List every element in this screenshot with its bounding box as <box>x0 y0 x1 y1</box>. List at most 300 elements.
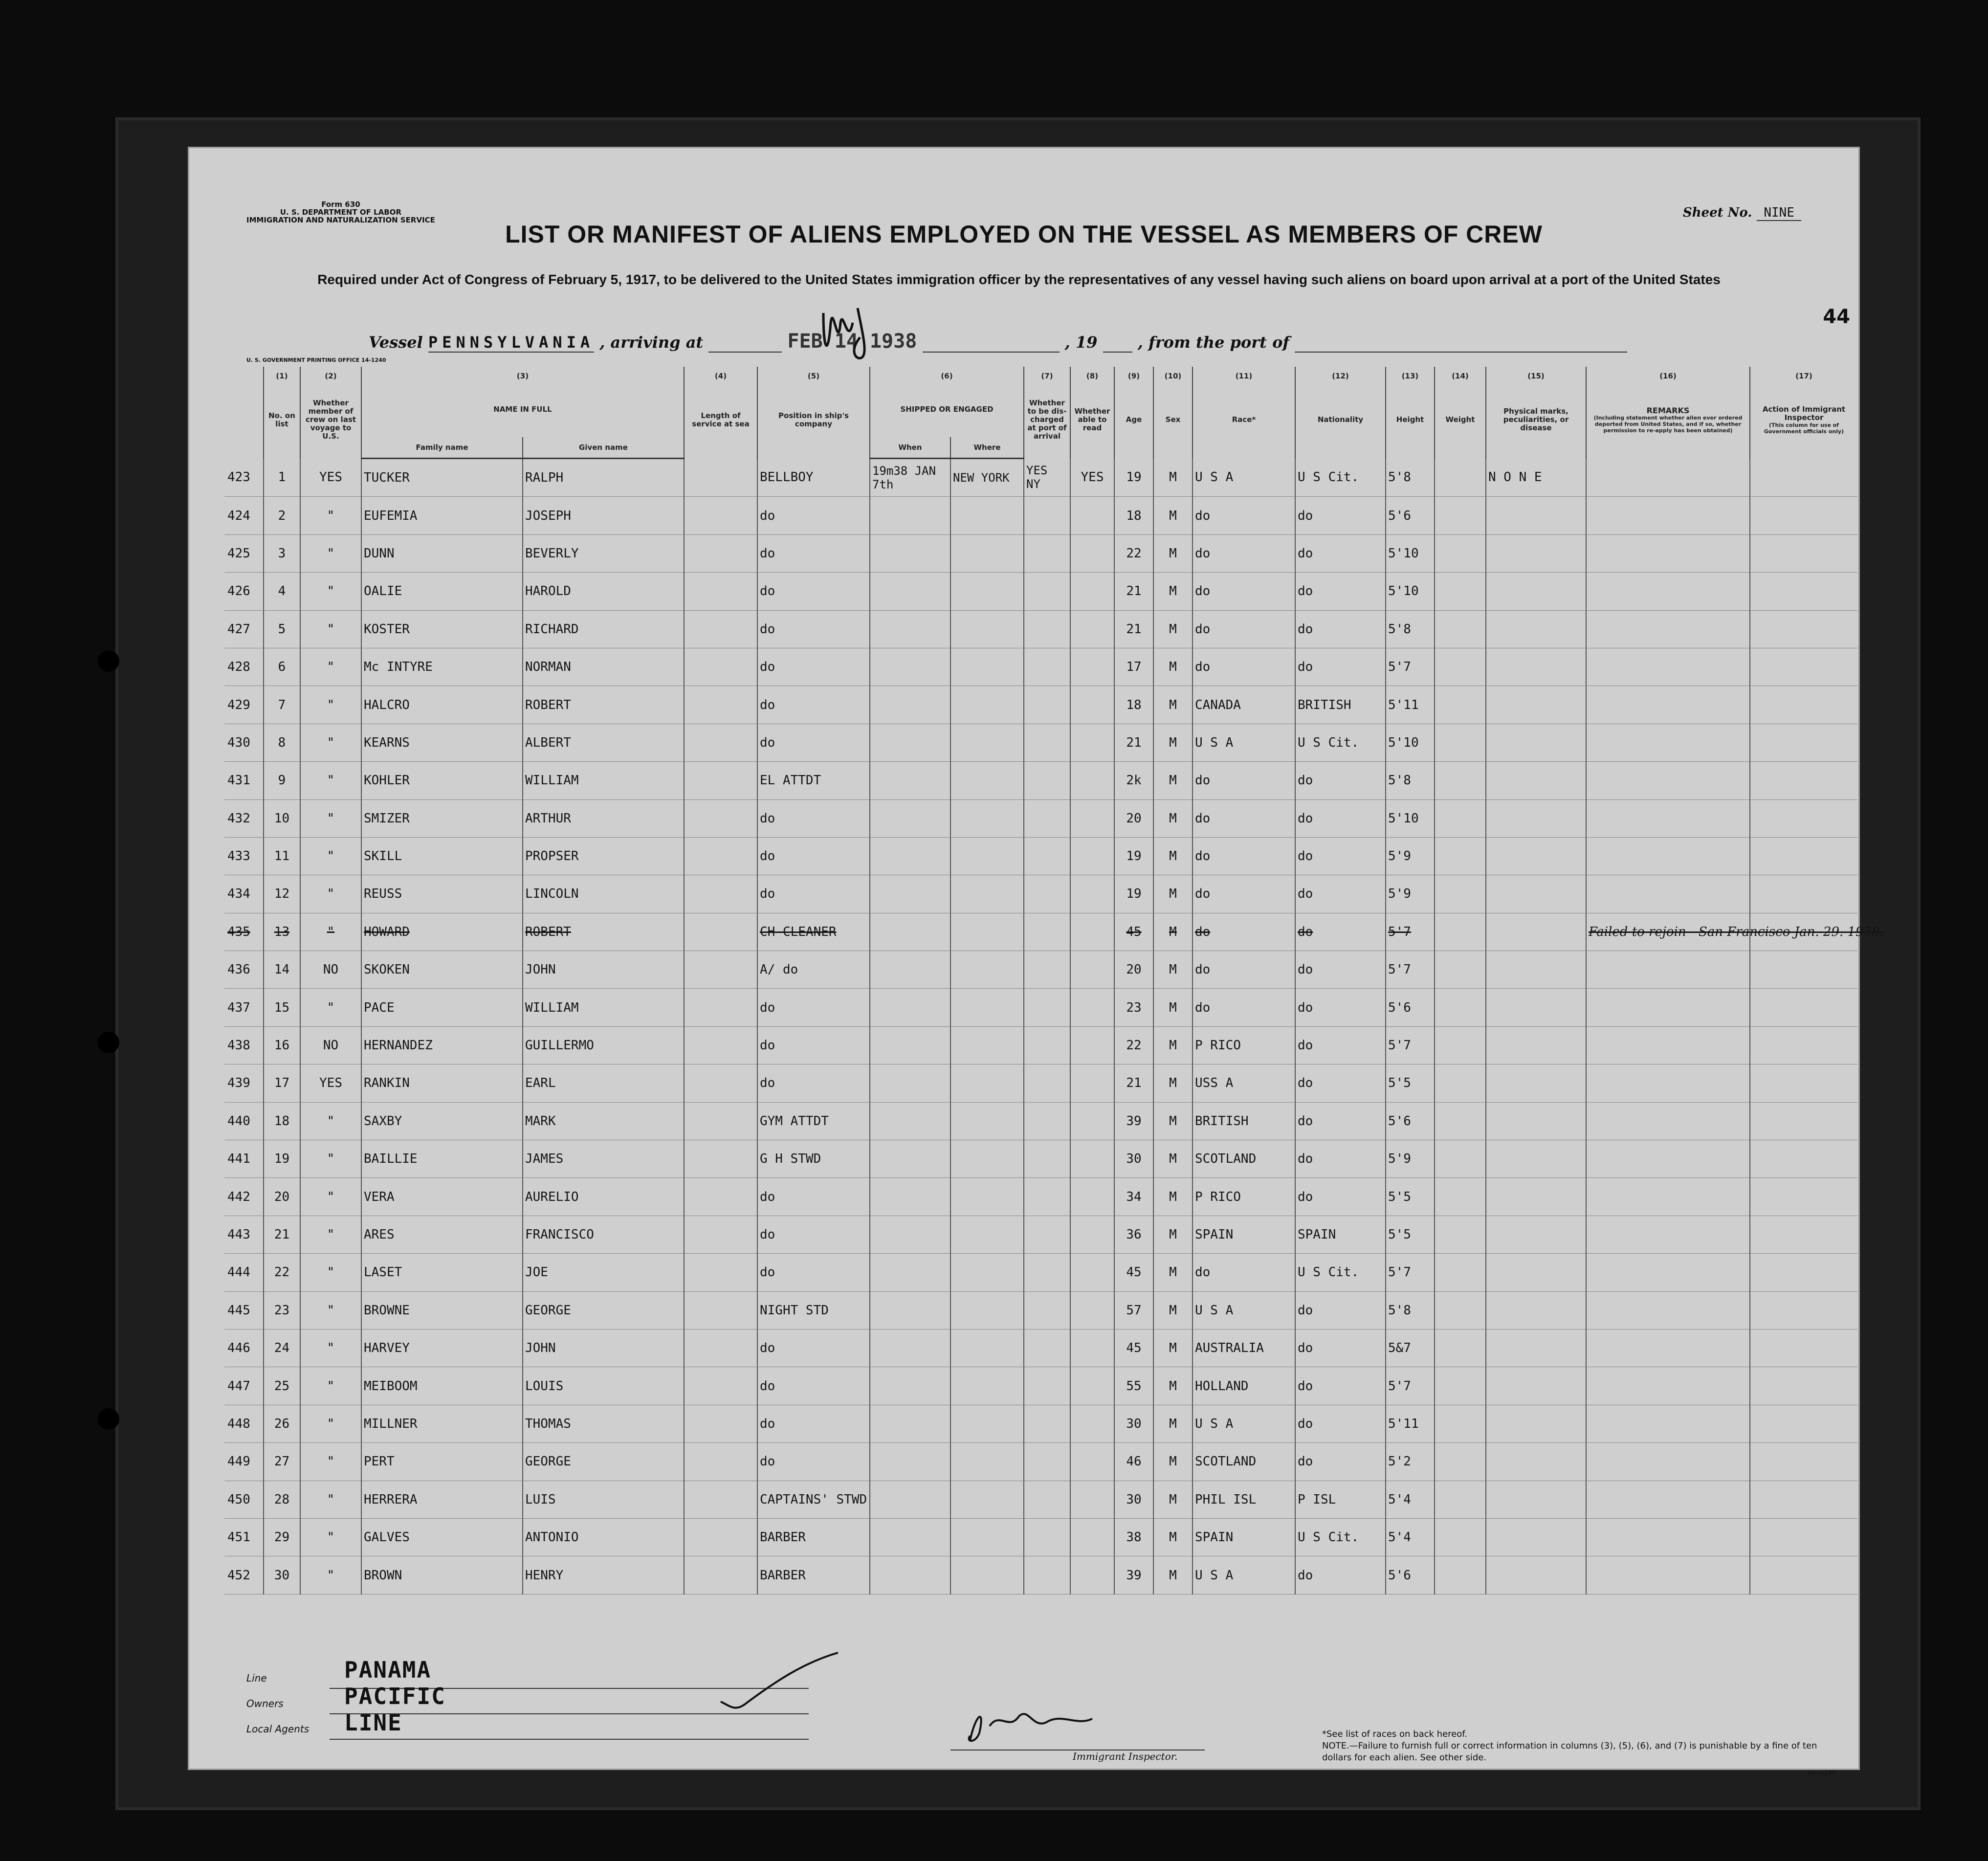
family-name-cell: BAILLIE <box>361 1140 523 1178</box>
physical-marks-cell <box>1486 497 1586 534</box>
shipped-when-cell <box>870 989 950 1026</box>
previous-voyage-cell: " <box>300 1443 361 1481</box>
remarks-title: REMARKS <box>1646 405 1690 415</box>
height-cell: 5'11 <box>1386 686 1435 724</box>
col-num: (11) <box>1193 367 1295 381</box>
line-number-cell: 438 <box>227 1038 250 1053</box>
sex-cell: M <box>1153 837 1193 875</box>
table-row <box>224 837 1857 875</box>
previous-voyage-cell: " <box>300 1481 361 1518</box>
discharged-cell <box>1024 1556 1070 1594</box>
age-cell: 2k <box>1114 762 1153 799</box>
inspector-signature <box>950 1697 1205 1746</box>
col-length-service: Length of service at sea <box>684 381 757 459</box>
sex-cell: M <box>1153 1481 1193 1518</box>
col-able-read: Whether able to read <box>1070 381 1114 459</box>
list-number-cell: 17 <box>264 1064 300 1102</box>
col-where: Where <box>950 437 1024 459</box>
sex-cell: M <box>1153 497 1193 534</box>
height-cell: 5'7 <box>1386 951 1435 989</box>
previous-voyage-cell: " <box>300 1329 361 1367</box>
height-cell: 5'5 <box>1386 1178 1435 1216</box>
given-name-cell: AURELIO <box>523 1178 684 1216</box>
sex-cell: M <box>1153 1329 1193 1367</box>
line-number-cell: 432 <box>227 811 250 826</box>
col-num: (12) <box>1295 367 1386 381</box>
table-row <box>224 724 1857 761</box>
shipped-where-cell <box>950 913 1024 951</box>
remarks-cell <box>1586 1064 1750 1102</box>
age-cell: 55 <box>1114 1367 1153 1405</box>
position-cell: GYM ATTDT <box>757 1102 870 1140</box>
length-service-cell <box>684 497 757 534</box>
weight-cell <box>1435 989 1486 1026</box>
line-number-cell: 427 <box>227 621 250 637</box>
height-cell: 5'11 <box>1386 1405 1435 1442</box>
page-mark: 44 <box>1823 306 1850 328</box>
check-mark <box>716 1648 843 1721</box>
age-cell: 45 <box>1114 1254 1153 1291</box>
action-cell <box>1750 762 1857 799</box>
position-cell: EL ATTDT <box>757 762 870 799</box>
physical-marks-cell <box>1486 534 1586 572</box>
sex-cell: M <box>1153 573 1193 610</box>
discharged-cell <box>1024 1367 1070 1405</box>
position-cell: do <box>757 799 870 837</box>
able-read-cell <box>1070 1518 1114 1556</box>
col-num: (8) <box>1070 367 1114 381</box>
given-name-cell: THOMAS <box>523 1405 684 1442</box>
family-name-cell: PACE <box>361 989 523 1026</box>
col-height: Height <box>1386 381 1435 459</box>
inspector-caption: Immigrant Inspector. <box>1073 1750 1178 1762</box>
given-name-cell: HAROLD <box>523 573 684 610</box>
line-number-cell: 450 <box>227 1492 250 1507</box>
discharged-cell <box>1024 724 1070 761</box>
family-name-cell: BROWN <box>361 1556 523 1594</box>
physical-marks-cell <box>1486 1102 1586 1140</box>
action-cell <box>1750 724 1857 761</box>
discharged-cell <box>1024 686 1070 724</box>
given-name-cell: ROBERT <box>523 686 684 724</box>
height-cell: 5'8 <box>1386 1291 1435 1329</box>
form-number: Form 630 <box>321 200 360 209</box>
physical-marks-cell <box>1486 762 1586 799</box>
action-cell <box>1750 686 1857 724</box>
action-cell <box>1750 497 1857 534</box>
table-row <box>224 1556 1857 1594</box>
position-cell: BARBER <box>757 1518 870 1556</box>
action-cell <box>1750 799 1857 837</box>
race-cell: do <box>1193 610 1295 648</box>
race-cell: SCOTLAND <box>1193 1443 1295 1481</box>
physical-marks-cell <box>1486 799 1586 837</box>
able-read-cell <box>1070 1102 1114 1140</box>
owners-field <box>246 1698 309 1723</box>
length-service-cell <box>684 799 757 837</box>
age-cell: 36 <box>1114 1216 1153 1253</box>
previous-voyage-cell: " <box>300 1140 361 1178</box>
length-service-cell <box>684 837 757 875</box>
family-name-cell: KOHLER <box>361 762 523 799</box>
race-cell: do <box>1193 497 1295 534</box>
punch-hole <box>98 1032 119 1053</box>
family-name-cell: BROWNE <box>361 1291 523 1329</box>
height-cell: 5'8 <box>1386 762 1435 799</box>
nationality-cell: do <box>1295 951 1386 989</box>
age-cell: 21 <box>1114 610 1153 648</box>
race-cell: SPAIN <box>1193 1216 1295 1253</box>
col-num: (5) <box>757 367 870 381</box>
race-cell: AUSTRALIA <box>1193 1329 1295 1367</box>
position-cell: do <box>757 573 870 610</box>
weight-cell <box>1435 762 1486 799</box>
shipped-where-cell <box>950 1405 1024 1442</box>
physical-marks-cell <box>1486 1556 1586 1594</box>
weight-cell <box>1435 459 1486 497</box>
shipped-when-cell <box>870 1367 950 1405</box>
given-name-cell: PROPSER <box>523 837 684 875</box>
length-service-cell <box>684 1481 757 1518</box>
shipped-when-cell <box>870 1405 950 1442</box>
given-name-cell: MARK <box>523 1102 684 1140</box>
remarks-cell <box>1586 1254 1750 1291</box>
shipped-when-cell <box>870 1178 950 1216</box>
action-cell <box>1750 837 1857 875</box>
line-number-cell: 435 <box>227 924 250 939</box>
race-cell: do <box>1193 648 1295 686</box>
length-service-cell <box>684 1367 757 1405</box>
position-cell: G H STWD <box>757 1140 870 1178</box>
line-number-cell: 424 <box>227 508 250 523</box>
previous-voyage-cell: " <box>300 913 361 951</box>
height-cell: 5'2 <box>1386 1443 1435 1481</box>
list-number-cell: 8 <box>264 724 300 761</box>
weight-cell <box>1435 1443 1486 1481</box>
previous-voyage-cell: " <box>300 1291 361 1329</box>
weight-cell <box>1435 1291 1486 1329</box>
able-read-cell <box>1070 610 1114 648</box>
previous-voyage-cell: " <box>300 1102 361 1140</box>
arriving-label: , arriving at <box>599 333 704 352</box>
remarks-cell <box>1586 724 1750 761</box>
height-cell: 5'6 <box>1386 1556 1435 1594</box>
race-cell: do <box>1193 1254 1295 1291</box>
list-number-cell: 4 <box>264 573 300 610</box>
previous-voyage-cell: YES <box>300 1064 361 1102</box>
position-cell: do <box>757 497 870 534</box>
discharged-cell <box>1024 610 1070 648</box>
given-name-cell: LUIS <box>523 1481 684 1518</box>
family-name-cell: DUNN <box>361 534 523 572</box>
col-num: (14) <box>1435 367 1486 381</box>
previous-voyage-cell: " <box>300 610 361 648</box>
remarks-cell <box>1586 497 1750 534</box>
length-service-cell <box>684 1556 757 1594</box>
height-cell: 5'7 <box>1386 648 1435 686</box>
position-cell: A/ do <box>757 951 870 989</box>
line-number-cell: 429 <box>227 697 250 712</box>
line-number-cell: 445 <box>227 1303 250 1318</box>
age-cell: 39 <box>1114 1102 1153 1140</box>
weight-cell <box>1435 610 1486 648</box>
height-cell: 5'9 <box>1386 875 1435 913</box>
col-shipped-engaged: SHIPPED OR ENGAGED <box>870 381 1024 437</box>
shipped-where-cell <box>950 1026 1024 1064</box>
discharged-cell <box>1024 875 1070 913</box>
action-title: Action of Immigrant Inspector <box>1762 404 1846 422</box>
action-cell <box>1750 1518 1857 1556</box>
action-cell <box>1750 1405 1857 1442</box>
remarks-cell: Failed to rejoin - San Francisco Jan. 29. 1938. <box>1586 913 1750 951</box>
previous-voyage-cell: " <box>300 762 361 799</box>
height-cell: 5'6 <box>1386 989 1435 1026</box>
remarks-cell <box>1586 1026 1750 1064</box>
list-number-cell: 18 <box>264 1102 300 1140</box>
col-race: Race* <box>1193 381 1295 459</box>
col-num: (13) <box>1386 367 1435 381</box>
weight-cell <box>1435 1178 1486 1216</box>
able-read-cell <box>1070 1367 1114 1405</box>
discharged-cell <box>1024 534 1070 572</box>
age-cell: 21 <box>1114 1064 1153 1102</box>
shipped-when-cell <box>870 837 950 875</box>
physical-marks-cell <box>1486 724 1586 761</box>
remarks-cell <box>1586 762 1750 799</box>
race-cell: do <box>1193 762 1295 799</box>
family-name-cell: MILLNER <box>361 1405 523 1442</box>
given-name-cell: JOSEPH <box>523 497 684 534</box>
service-name: IMMIGRATION AND NATURALIZATION SERVICE <box>246 216 435 224</box>
physical-marks-cell <box>1486 1216 1586 1253</box>
age-cell: 18 <box>1114 686 1153 724</box>
discharged-cell <box>1024 1140 1070 1178</box>
col-action <box>1750 381 1857 459</box>
sex-cell: M <box>1153 1064 1193 1102</box>
action-cell <box>1750 951 1857 989</box>
given-name-cell: ALBERT <box>523 724 684 761</box>
race-cell: SPAIN <box>1193 1518 1295 1556</box>
race-cell: P RICO <box>1193 1026 1295 1064</box>
physical-marks-cell <box>1486 1178 1586 1216</box>
length-service-cell <box>684 1178 757 1216</box>
action-cell <box>1750 610 1857 648</box>
able-read-cell <box>1070 951 1114 989</box>
list-number-cell: 25 <box>264 1367 300 1405</box>
physical-marks-cell <box>1486 573 1586 610</box>
list-number-cell: 30 <box>264 1556 300 1594</box>
list-number-cell: 19 <box>264 1140 300 1178</box>
nationality-cell: do <box>1295 762 1386 799</box>
table-row <box>224 762 1857 799</box>
remarks-cell <box>1586 799 1750 837</box>
weight-cell <box>1435 1140 1486 1178</box>
discharged-cell <box>1024 1102 1070 1140</box>
sex-cell: M <box>1153 951 1193 989</box>
physical-marks-cell <box>1486 913 1586 951</box>
able-read-cell <box>1070 762 1114 799</box>
shipped-where-cell <box>950 1254 1024 1291</box>
family-name-cell: SKOKEN <box>361 951 523 989</box>
shipped-where-cell <box>950 1443 1024 1481</box>
position-cell: do <box>757 1064 870 1102</box>
list-number-cell: 23 <box>264 1291 300 1329</box>
table-row <box>224 989 1857 1026</box>
weight-cell <box>1435 875 1486 913</box>
sex-cell: M <box>1153 1405 1193 1442</box>
shipped-where-cell <box>950 1556 1024 1594</box>
shipped-where-cell <box>950 1216 1024 1253</box>
race-cell: U S A <box>1193 1405 1295 1442</box>
length-service-cell <box>684 1026 757 1064</box>
action-cell <box>1750 1329 1857 1367</box>
height-cell: 5'8 <box>1386 610 1435 648</box>
shipped-where-cell: NEW YORK <box>950 459 1024 497</box>
age-cell: 34 <box>1114 1178 1153 1216</box>
shipped-where-cell <box>950 573 1024 610</box>
list-number-cell: 13 <box>264 913 300 951</box>
family-name-cell: SAXBY <box>361 1102 523 1140</box>
nationality-cell: do <box>1295 610 1386 648</box>
given-name-cell: WILLIAM <box>523 762 684 799</box>
list-number-cell: 9 <box>264 762 300 799</box>
nationality-cell: do <box>1295 837 1386 875</box>
race-cell: do <box>1193 534 1295 572</box>
shipped-when-cell <box>870 1216 950 1253</box>
given-name-cell: GEORGE <box>523 1443 684 1481</box>
weight-cell <box>1435 497 1486 534</box>
discharged-cell <box>1024 762 1070 799</box>
given-name-cell: GEORGE <box>523 1291 684 1329</box>
able-read-cell <box>1070 1291 1114 1329</box>
position-cell: do <box>757 1405 870 1442</box>
previous-voyage-cell: " <box>300 1178 361 1216</box>
vessel-name: PENNSYLVANIA <box>428 333 595 352</box>
race-cell: do <box>1193 573 1295 610</box>
nationality-cell: do <box>1295 648 1386 686</box>
table-row <box>224 648 1857 686</box>
remarks-cell <box>1586 648 1750 686</box>
shipped-where-cell <box>950 1329 1024 1367</box>
sex-cell: M <box>1153 1254 1193 1291</box>
age-cell: 30 <box>1114 1481 1153 1518</box>
age-cell: 46 <box>1114 1443 1153 1481</box>
shipped-where-cell <box>950 1518 1024 1556</box>
arriving-blank <box>708 352 782 353</box>
physical-marks-cell <box>1486 837 1586 875</box>
action-cell <box>1750 459 1857 497</box>
previous-voyage-cell: " <box>300 1518 361 1556</box>
length-service-cell <box>684 762 757 799</box>
length-service-cell <box>684 951 757 989</box>
family-name-cell: HERRERA <box>361 1481 523 1518</box>
given-name-cell: JOHN <box>523 1329 684 1367</box>
shipped-where-cell <box>950 1178 1024 1216</box>
shipped-when-cell <box>870 762 950 799</box>
given-name-cell: BEVERLY <box>523 534 684 572</box>
nationality-cell: do <box>1295 1026 1386 1064</box>
sex-cell: M <box>1153 1291 1193 1329</box>
given-name-cell: NORMAN <box>523 648 684 686</box>
nationality-cell: P ISL <box>1295 1481 1386 1518</box>
race-cell: BRITISH <box>1193 1102 1295 1140</box>
nationality-cell: do <box>1295 875 1386 913</box>
line-number-cell: 437 <box>227 1000 250 1015</box>
length-service-cell <box>684 1140 757 1178</box>
family-name-cell: HOWARD <box>361 913 523 951</box>
race-cell: P RICO <box>1193 1178 1295 1216</box>
line-number-cell: 425 <box>227 546 250 561</box>
col-num: (10) <box>1153 367 1193 381</box>
race-cell: do <box>1193 837 1295 875</box>
shipped-where-cell <box>950 875 1024 913</box>
table-row <box>224 1140 1857 1178</box>
physical-marks-cell <box>1486 1481 1586 1518</box>
table-row <box>224 497 1857 534</box>
shipped-when-cell <box>870 534 950 572</box>
discharged-cell <box>1024 1405 1070 1442</box>
crew-manifest-table <box>224 367 1884 1595</box>
age-cell: 22 <box>1114 1026 1153 1064</box>
sheet-number-label: Sheet No. <box>1682 205 1752 220</box>
height-cell: 5'9 <box>1386 1140 1435 1178</box>
height-cell: 5'7 <box>1386 1026 1435 1064</box>
age-cell: 17 <box>1114 648 1153 686</box>
family-name-cell: VERA <box>361 1178 523 1216</box>
age-cell: 45 <box>1114 913 1153 951</box>
remarks-cell <box>1586 573 1750 610</box>
weight-cell <box>1435 799 1486 837</box>
remarks-cell <box>1586 1178 1750 1216</box>
col-family-name: Family name <box>361 437 523 459</box>
position-cell: do <box>757 648 870 686</box>
list-number-cell: 2 <box>264 497 300 534</box>
sex-cell: M <box>1153 1367 1193 1405</box>
family-name-cell: GALVES <box>361 1518 523 1556</box>
action-cell <box>1750 1443 1857 1481</box>
shipped-when-cell <box>870 1026 950 1064</box>
shipped-where-cell <box>950 799 1024 837</box>
action-cell <box>1750 1481 1857 1518</box>
list-number-cell: 14 <box>264 951 300 989</box>
action-cell <box>1750 1064 1857 1102</box>
weight-cell <box>1435 1102 1486 1140</box>
col-no-on-list: No. on list <box>264 381 300 459</box>
given-name-cell: JOHN <box>523 951 684 989</box>
remarks-cell <box>1586 686 1750 724</box>
able-read-cell <box>1070 1329 1114 1367</box>
remarks-subtitle: (Including statement whether alien ever ordered deported from United States, and if so, whether permission to re-apply has been obtained) <box>1593 414 1743 434</box>
line-number-cell: 440 <box>227 1113 250 1129</box>
physical-marks-cell <box>1486 875 1586 913</box>
weight-cell <box>1435 724 1486 761</box>
position-cell: do <box>757 724 870 761</box>
previous-voyage-cell: " <box>300 1405 361 1442</box>
nationality-cell: do <box>1295 1178 1386 1216</box>
race-cell: HOLLAND <box>1193 1367 1295 1405</box>
table-row <box>224 799 1857 837</box>
sheet-number <box>1683 205 1801 220</box>
shipped-when-cell <box>870 610 950 648</box>
physical-marks-cell <box>1486 989 1586 1026</box>
position-cell: do <box>757 837 870 875</box>
race-cell: do <box>1193 913 1295 951</box>
table-row <box>224 1329 1857 1367</box>
line-number-cell: 452 <box>227 1568 250 1583</box>
line-number-cell: 444 <box>227 1265 250 1280</box>
nationality-cell: do <box>1295 989 1386 1026</box>
physical-marks-cell <box>1486 1026 1586 1064</box>
